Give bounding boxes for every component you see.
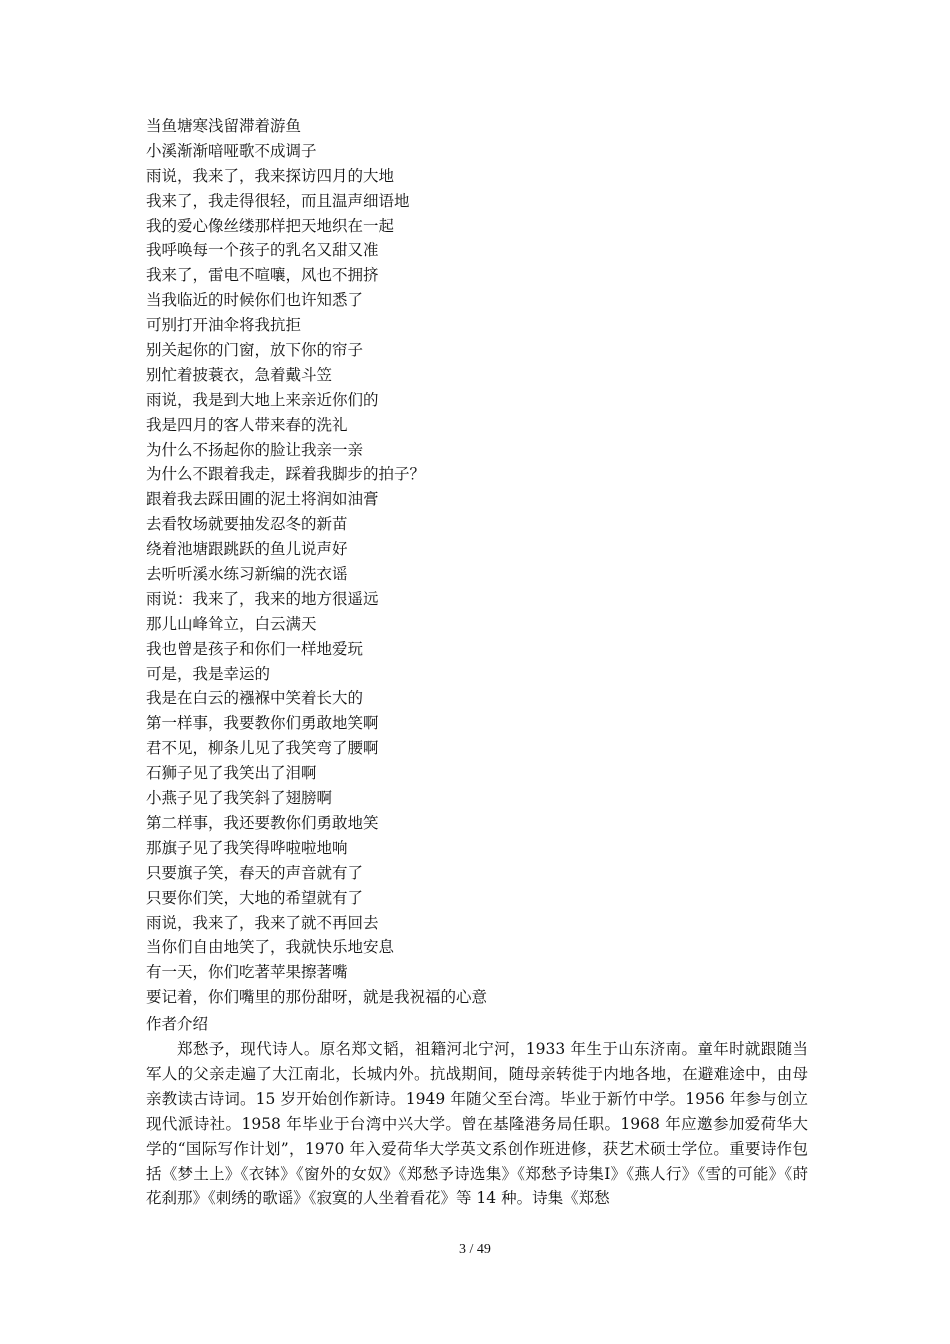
- poem-line: 跟着我去踩田圃的泥土将润如油膏: [146, 490, 379, 509]
- poem-line: 石狮子见了我笑出了泪啊: [146, 764, 317, 783]
- poem-line: 我呼唤每一个孩子的乳名又甜又准: [146, 241, 379, 260]
- poem-line: 那儿山峰耸立，白云满天: [146, 614, 317, 633]
- poem-line: 绕着池塘跟跳跃的鱼儿说声好: [146, 540, 348, 559]
- poem-lines: [146, 114, 826, 1010]
- poem-line: 别忙着披蓑衣，急着戴斗笠: [146, 365, 333, 384]
- poem-line: 可是，我是幸运的: [146, 664, 271, 683]
- poem-line: 我的爱心像丝缕那样把天地织在一起: [146, 216, 395, 235]
- poem-line: 我是在白云的襁褓中笑着长大的: [146, 689, 364, 708]
- poem-line: 当你们自由地笑了，我就快乐地安息: [146, 938, 395, 957]
- poem-line: 雨说，我来了，我来探访四月的大地: [146, 166, 395, 185]
- poem-line: 只要你们笑，大地的希望就有了: [146, 888, 364, 907]
- poem-line: 可别打开油伞将我抗拒: [146, 316, 302, 335]
- page-number: 3 / 49: [459, 1242, 491, 1257]
- poem-line: 当鱼塘寒浅留滞着游鱼: [146, 117, 302, 135]
- poem-line: 我是四月的客人带来春的洗礼: [146, 415, 348, 434]
- poem-line: 只要旗子笑，春天的声音就有了: [146, 863, 364, 882]
- author-heading: 作者介绍: [146, 1015, 209, 1033]
- poem-line: 第一样事，我要教你们勇敢地笑啊: [146, 714, 379, 733]
- poem-line: 第二样事，我还要教你们勇敢地笑: [146, 813, 379, 832]
- poem-line: 那旗子见了我笑得哗啦啦地响: [146, 838, 348, 857]
- poem-line: 小溪渐渐喑哑歌不成调子: [146, 141, 317, 160]
- poem-line: 别关起你的门窗，放下你的帘子: [146, 341, 364, 360]
- poem-line: 当我临近的时候你们也许知悉了: [146, 291, 364, 310]
- poem-line: 我也曾是孩子和你们一样地爱玩: [146, 639, 364, 658]
- poem-line: 小燕子见了我笑斜了翅膀啊: [146, 789, 333, 808]
- poem-line: 要记着，你们嘴里的那份甜呀，就是我祝福的心意: [146, 988, 488, 1007]
- poem-line: 去听听溪水练习新编的洗衣谣: [146, 565, 348, 584]
- poem-line: 雨说，我是到大地上来亲近你们的: [146, 390, 379, 409]
- poem-line: 有一天，你们吃著苹果擦著嘴: [146, 963, 348, 982]
- poem-line: 雨说：我来了，我来的地方很遥远: [146, 589, 379, 608]
- poem-line: 我来了，雷电不喧嚷，风也不拥挤: [146, 266, 379, 285]
- author-bio-paragraph: 郑愁予，现代诗人。原名郑文韬，祖籍河北宁河，1933 年生于山东济南。童年时就跟随当军人的父亲走遍了大江南北，长城内外。抗战期间，随母亲转徙于内地各地，在避难途中，由母亲教读古诗词。15 岁开始创作新诗。1949 年随父至台湾。毕业于新竹中学。1956 年参与创立现代派诗社。1958 年毕业于台湾中兴大学。曾在基隆港务局任职。1968 年应邀参加爱荷华大学的“国际写作计划”，1970 年入爱荷华大学英文系创作班进修，获艺术硕士学位。重要诗作包括《梦土上》《衣钵》《窗外的女奴》《郑愁予诗选集》《郑愁予诗集Ⅰ》《燕人行》《雪的可能》《莳花刹那》《刺绣的歌谣》《寂寞的人坐着看花》等 14 种。诗集《郑愁: [146, 1040, 808, 1208]
- poem-line: 为什么不跟着我走，踩着我脚步的拍子？: [146, 465, 426, 484]
- poem-line: 雨说，我来了，我来了就不再回去: [146, 913, 379, 932]
- poem-line: 我来了，我走得很轻，而且温声细语地: [146, 191, 410, 210]
- poem-line: 为什么不扬起你的脸让我亲一亲: [146, 440, 364, 459]
- poem-line: 君不见，柳条儿见了我笑弯了腰啊: [146, 739, 379, 758]
- poem-line: 去看牧场就要抽发忍冬的新苗: [146, 515, 348, 534]
